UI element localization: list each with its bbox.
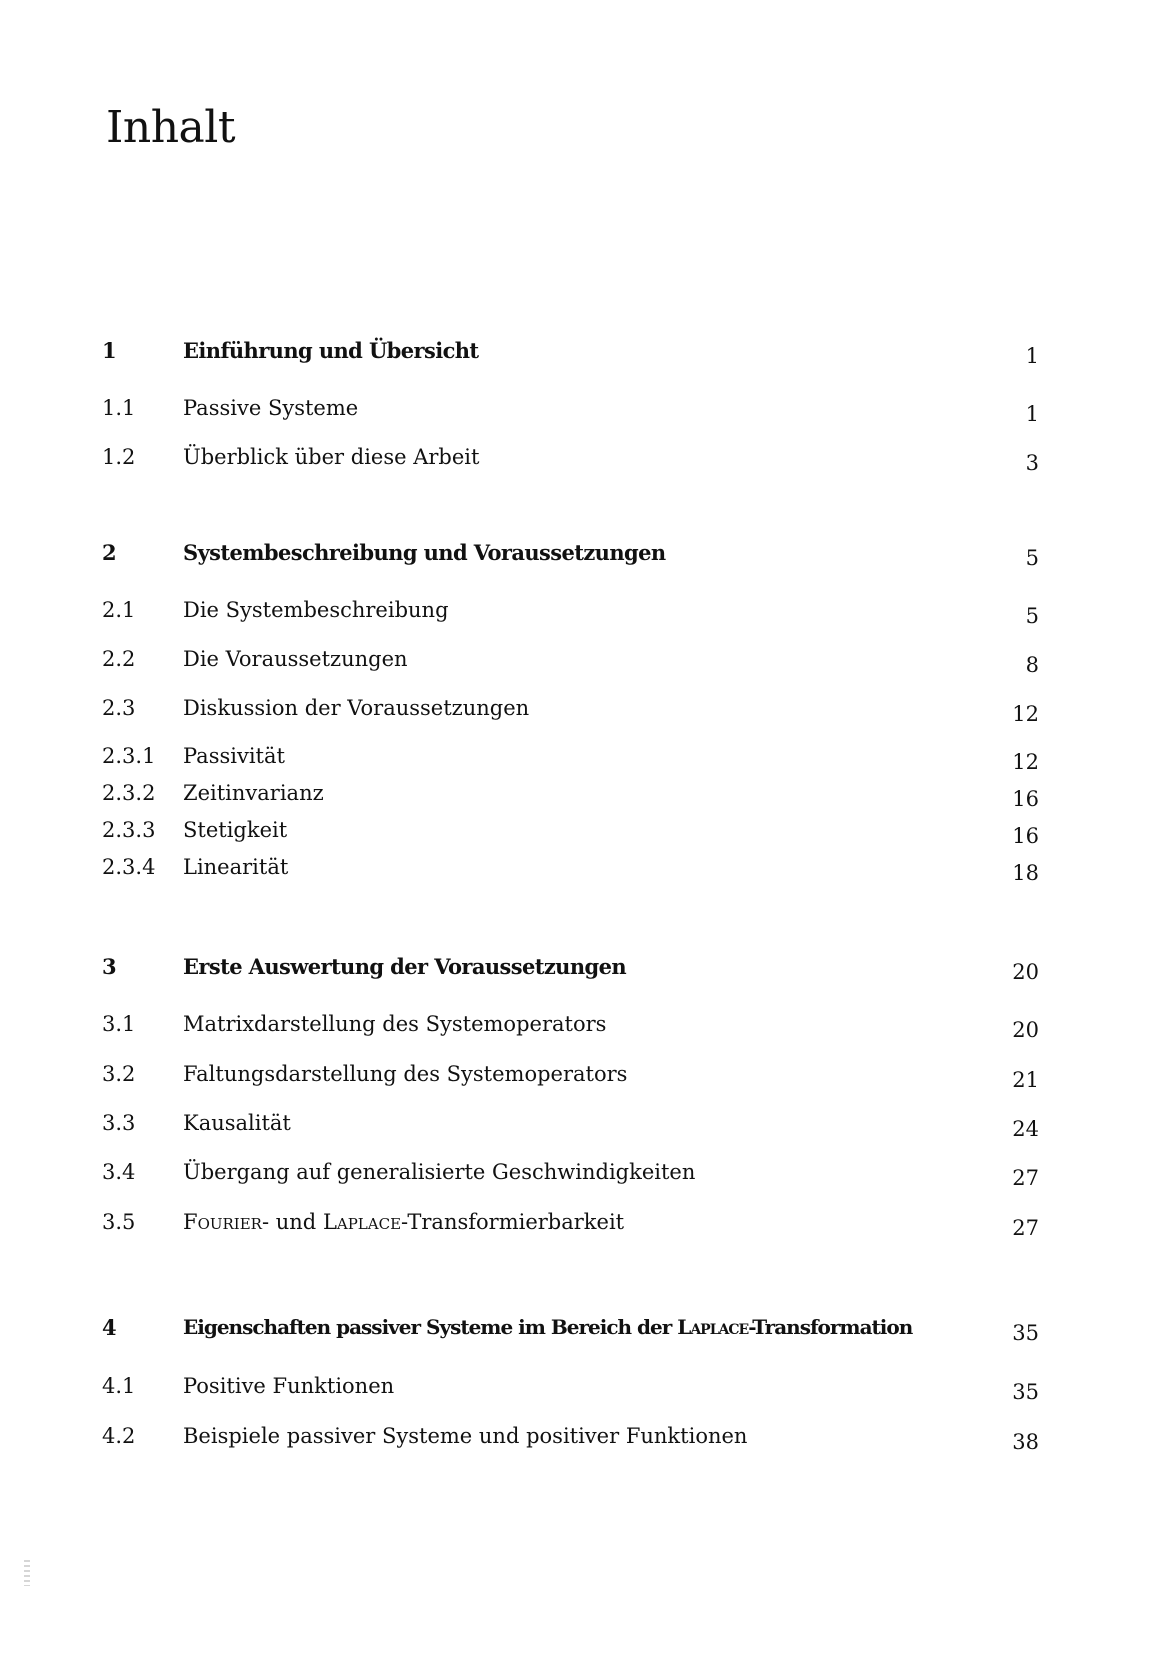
toc-title: Die Systembeschreibung: [183, 598, 449, 622]
toc-number: 3.3: [102, 1111, 136, 1135]
toc-page: 18: [1012, 861, 1039, 885]
toc-page: 21: [1012, 1068, 1039, 1092]
toc-number: 3: [102, 954, 117, 979]
toc-section[interactable]: [0, 1210, 1175, 1244]
toc-section[interactable]: [0, 696, 1175, 730]
toc-page: 16: [1012, 787, 1039, 811]
toc-number: 2.3.2: [102, 781, 156, 805]
toc-title: Systembeschreibung und Voraussetzungen: [183, 540, 666, 565]
toc-section[interactable]: [0, 1012, 1175, 1046]
toc-title: Passive Systeme: [183, 396, 359, 420]
toc-page: 5: [1025, 604, 1039, 628]
toc-number: 2.3: [102, 696, 136, 720]
toc-number: 3.4: [102, 1160, 136, 1184]
toc-title: Faltungsdarstellung des Systemoperators: [183, 1062, 628, 1086]
toc-title: Die Voraussetzungen: [183, 647, 408, 671]
toc-title-name: Fourier: [183, 1210, 262, 1234]
toc-section[interactable]: [0, 1111, 1175, 1145]
toc-number: 2.1: [102, 598, 136, 622]
toc-page: 5: [1025, 546, 1039, 570]
toc-title: [183, 1315, 912, 1339]
toc-chapter[interactable]: [0, 1315, 1175, 1349]
toc-page: 16: [1012, 824, 1039, 848]
toc-section[interactable]: [0, 1424, 1175, 1458]
toc-page: 35: [1012, 1321, 1039, 1345]
toc-number: 2.3.1: [102, 744, 156, 768]
toc-title-text: -Transformierbarkeit: [401, 1210, 625, 1234]
page-title: Inhalt: [106, 102, 236, 153]
toc-section[interactable]: [0, 445, 1175, 479]
toc-number: 3.5: [102, 1210, 136, 1234]
toc-page: 12: [1012, 750, 1039, 774]
toc-section[interactable]: [0, 1062, 1175, 1096]
toc-subsection[interactable]: [0, 744, 1175, 778]
toc-title: Überblick über diese Arbeit: [183, 445, 480, 469]
toc-title-text: Eigenschaften passiver Systeme im Bereich der: [183, 1315, 678, 1339]
toc-page: 35: [1012, 1380, 1039, 1404]
toc-title-name: Laplace: [322, 1210, 402, 1234]
toc-number: 4: [102, 1315, 117, 1340]
toc-page: 27: [1012, 1216, 1039, 1240]
toc-chapter[interactable]: [0, 954, 1175, 988]
toc-page: 12: [1012, 702, 1039, 726]
toc-number: 4.1: [102, 1374, 136, 1398]
toc-subsection[interactable]: [0, 818, 1175, 852]
toc-number: 4.2: [102, 1424, 136, 1448]
toc-subsection[interactable]: [0, 855, 1175, 889]
toc-section[interactable]: [0, 1160, 1175, 1194]
toc-number: 2: [102, 540, 117, 565]
toc-chapter[interactable]: [0, 338, 1175, 372]
toc-title-name: Laplace: [677, 1315, 749, 1339]
toc-title: Zeitinvarianz: [183, 781, 324, 805]
toc-title-text: -Transformation: [748, 1315, 913, 1339]
toc-number: 1: [102, 338, 117, 363]
toc-page: 1: [1025, 402, 1039, 426]
toc-number: 2.2: [102, 647, 136, 671]
toc-title: [183, 1210, 624, 1234]
toc-page: 1: [1025, 344, 1039, 368]
toc-title-text: - und: [261, 1210, 323, 1234]
toc-title: Positive Funktionen: [183, 1374, 395, 1398]
toc-section[interactable]: [0, 647, 1175, 681]
toc-title: Einführung und Übersicht: [183, 338, 479, 363]
toc-title: Übergang auf generalisierte Geschwindigkeiten: [183, 1160, 696, 1184]
toc-page: 38: [1012, 1430, 1039, 1454]
toc-number: 1.1: [102, 396, 136, 420]
toc-title: Diskussion der Voraussetzungen: [183, 696, 530, 720]
toc-title: Kausalität: [183, 1111, 291, 1135]
toc-section[interactable]: [0, 1374, 1175, 1408]
toc-number: 3.1: [102, 1012, 136, 1036]
scan-artifact: [24, 1560, 30, 1586]
toc-chapter[interactable]: [0, 540, 1175, 574]
toc-page: 20: [1012, 960, 1039, 984]
toc-page: 8: [1025, 653, 1039, 677]
toc-title: Matrixdarstellung des Systemoperators: [183, 1012, 607, 1036]
toc-number: 2.3.3: [102, 818, 156, 842]
toc-section[interactable]: [0, 598, 1175, 632]
toc-number: 1.2: [102, 445, 136, 469]
toc-number: 2.3.4: [102, 855, 156, 879]
toc-title: Passivität: [183, 744, 285, 768]
toc-title: Linearität: [183, 855, 289, 879]
toc-number: 3.2: [102, 1062, 136, 1086]
toc-page: 24: [1012, 1117, 1039, 1141]
toc-page: 3: [1025, 451, 1039, 475]
toc-title: Beispiele passiver Systeme und positiver Funktionen: [183, 1424, 748, 1448]
toc-section[interactable]: [0, 396, 1175, 430]
toc-page: 27: [1012, 1166, 1039, 1190]
toc-title: Stetigkeit: [183, 818, 288, 842]
toc-subsection[interactable]: [0, 781, 1175, 815]
toc-title: Erste Auswertung der Voraussetzungen: [183, 954, 626, 979]
toc-page: 20: [1012, 1018, 1039, 1042]
